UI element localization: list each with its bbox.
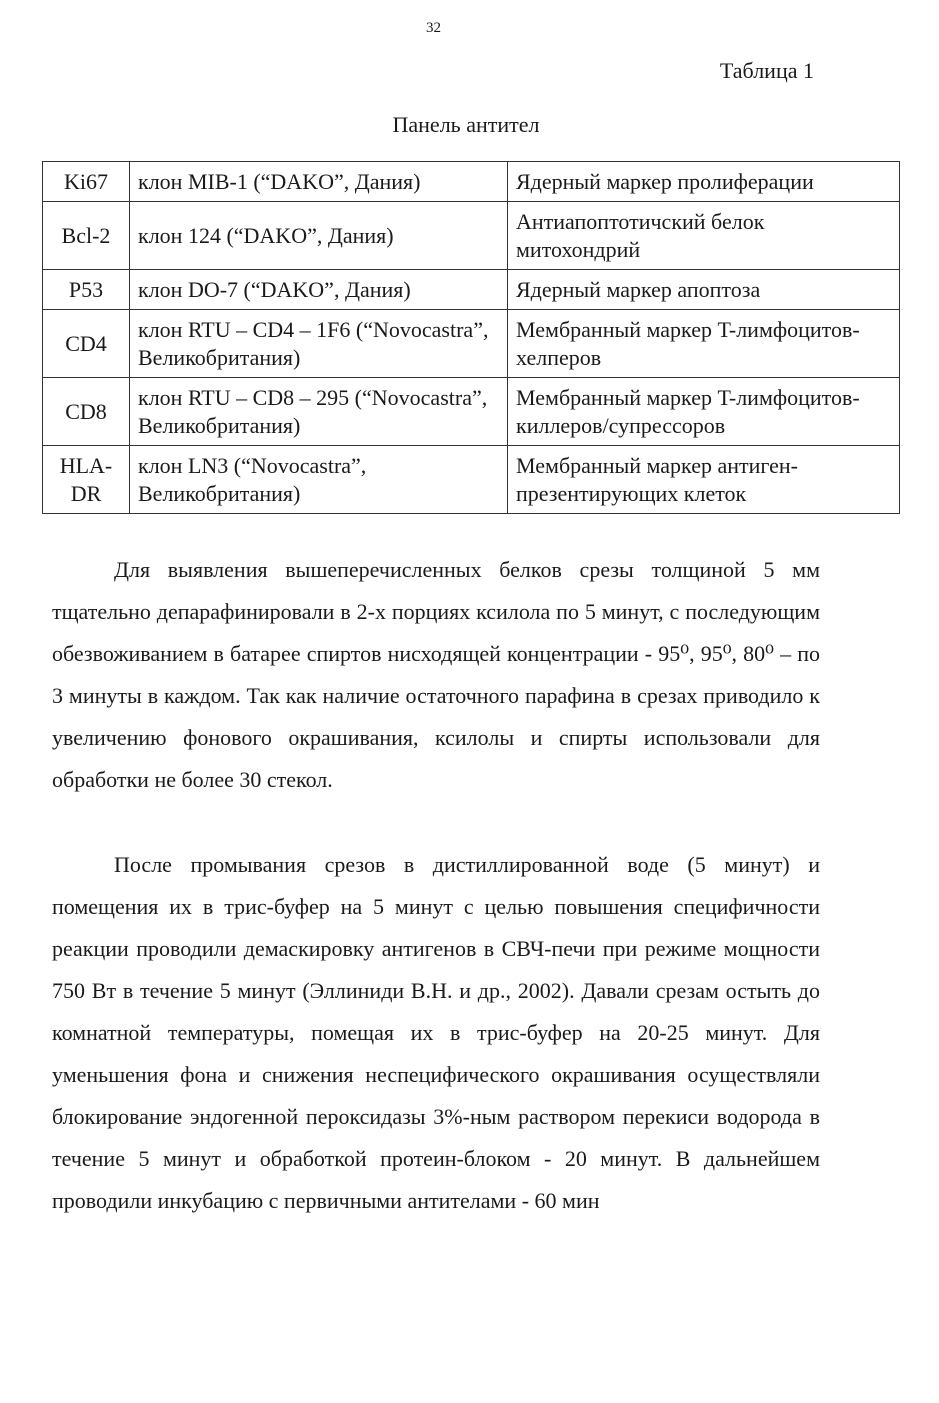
description-cell: Антиапоптотичский белок митохондрий: [508, 202, 900, 270]
description-cell: Ядерный маркер апоптоза: [508, 270, 900, 310]
table-row: [43, 446, 900, 514]
description-cell: Мембранный маркер T-лимфоцитов-хелперов: [508, 310, 900, 378]
paragraph-text: После промывания срезов в дистиллированной воде (5 минут) и помещения их в трис-буфер на 5 минут с целью повышения специфичности реакции проводили демаскировку антигенов в СВЧ-печи при режиме мощности 750 Вт в течение 5 минут (Эллиниди В.Н. и др., 2002). Давали срезам остыть до комнатной температуры, помещая их в трис-буфер на 20-25 минут. Для уменьшения фона и снижения неспецифического окрашивания осуществляли блокирование эндогенной пероксидазы 3%-ным раствором перекиси водорода в течение 5 минут и обработкой протеин-блоком - 20 минут. В дальнейшем проводили инкубацию с первичными антителами - 60 мин: [52, 852, 820, 1213]
clone-cell: клон LN3 (“Novocastra”, Великобритания): [130, 446, 508, 514]
marker-cell: CD4: [43, 310, 130, 378]
table-row: [43, 378, 900, 446]
antibody-panel-table: [42, 161, 900, 514]
marker-cell: Bcl-2: [43, 202, 130, 270]
paragraph-text: Для выявления вышеперечисленных белков срезы толщиной 5 мм тщательно депарафинировали в 2-х порциях ксилола по 5 минут, с последующим обезвоживанием в батарее спиртов нисходящей концентрации - 95⁰, 95⁰, 80⁰ – по 3 минуты в каждом. Так как наличие остаточного парафина в срезах приводило к увеличению фонового окрашивания, ксилолы и спирты использовали для обработки не более 30 стекол.: [52, 557, 820, 792]
table-row: [43, 310, 900, 378]
clone-cell: клон RTU – CD4 – 1F6 (“Novocastra”, Великобритания): [130, 310, 508, 378]
clone-cell: клон DO-7 (“DAKO”, Дания): [130, 270, 508, 310]
description-cell: Ядерный маркер пролиферации: [508, 162, 900, 202]
body-paragraph-2: [52, 844, 820, 1222]
table-row: [43, 202, 900, 270]
table-title: Панель антител: [392, 112, 540, 137]
description-cell: Мембранный маркер T-лимфоцитов-киллеров/супрессоров: [508, 378, 900, 446]
description-cell: Мембранный маркер антиген-презентирующих клеток: [508, 446, 900, 514]
marker-cell: HLA-DR: [43, 446, 130, 514]
clone-cell: клон MIB-1 (“DAKO”, Дания): [130, 162, 508, 202]
table-row: [43, 162, 900, 202]
marker-cell: Ki67: [43, 162, 130, 202]
page-number: 32: [426, 20, 441, 36]
marker-cell: CD8: [43, 378, 130, 446]
table-row: [43, 270, 900, 310]
table-label: Таблица 1: [719, 58, 814, 83]
clone-cell: клон RTU – CD8 – 295 (“Novocastra”, Великобритания): [130, 378, 508, 446]
marker-cell: P53: [43, 270, 130, 310]
body-paragraph-1: [52, 549, 820, 801]
clone-cell: клон 124 (“DAKO”, Дания): [130, 202, 508, 270]
